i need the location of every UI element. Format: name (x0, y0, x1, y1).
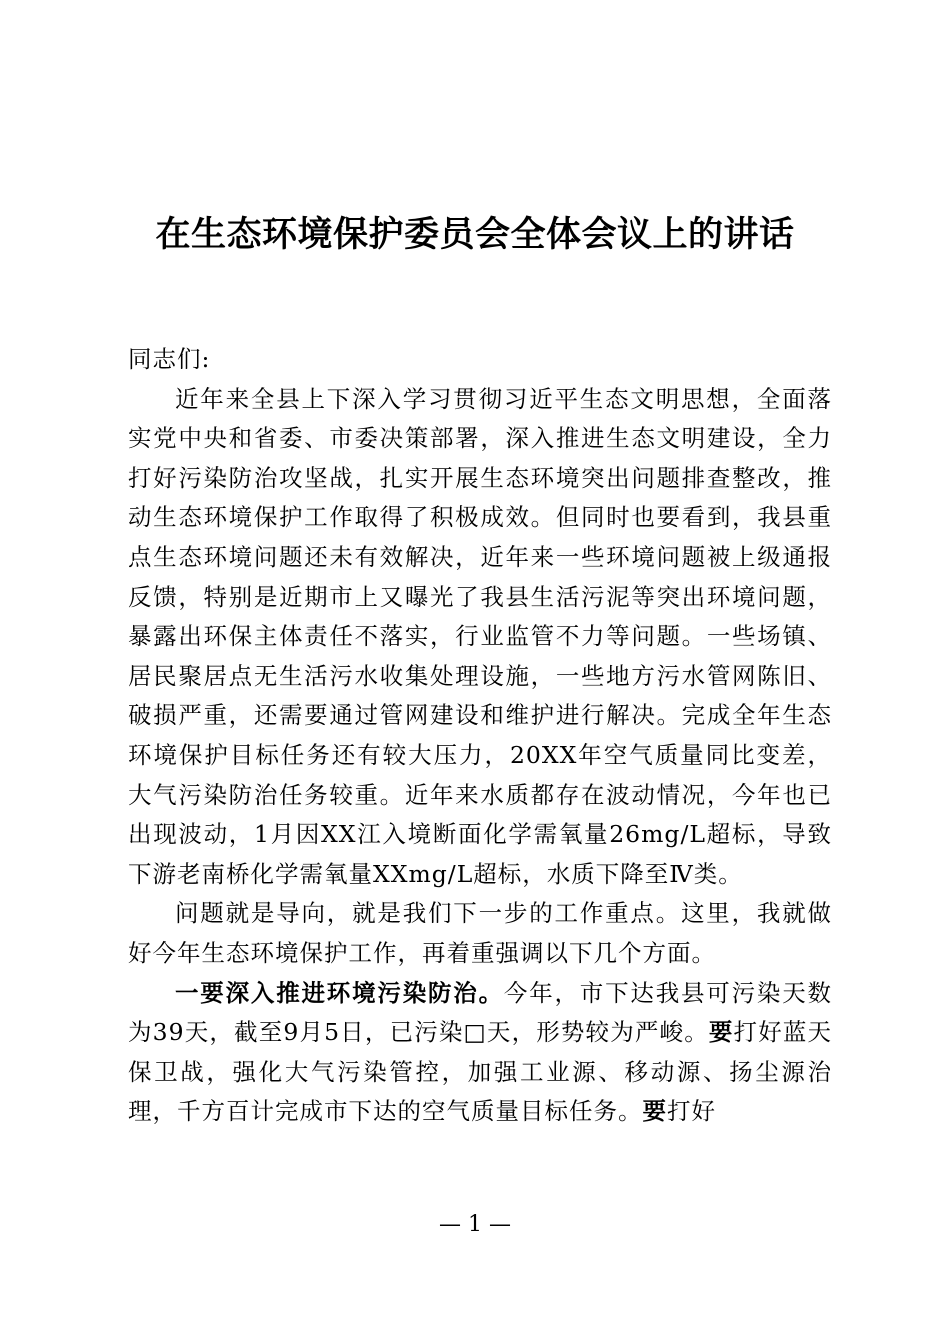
document-body (128, 340, 832, 1132)
paragraph-3-lead: 一要深入推进环境污染防治。 (175, 978, 504, 1007)
paragraph-3-text-3: 打好 (667, 1097, 716, 1126)
paragraph-2: 问题就是导向，就是我们下一步的工作重点。这里，我就做好今年生态环境保护工作，再着重强调以下几个方面。 (128, 899, 832, 967)
paragraph-3 (128, 974, 832, 1132)
paragraph-3-emphasis-2: 要 (642, 1097, 667, 1126)
paragraph-3-text-1: 今年，市下达我县可污染天数为39天，截至9月5日，已污染□天，形势较为严峻。 (128, 978, 833, 1047)
salutation: 同志们: (128, 345, 211, 373)
paragraph-3-emphasis-1: 要 (708, 1018, 734, 1047)
paragraph-1: 近年来全县上下深入学习贯彻习近平生态文明思想，全面落实党中央和省委、市委决策部署，深入推进生态文明建设，全力打好污染防治攻坚战，扎实开展生态环境突出问题排查整改，推动生态环境保护工作取得了积极成效。但同时也要看到，我县重点生态环境问题还未有效解决，近年来一些环境问题被上级通报反馈，特别是近期市上又曝光了我县生活污泥等突出环境问题，暴露出环保主体责任不落实，行业监管不力等问题。一些场镇、居民聚居点无生活污水收集处理设施，一些地方污水管网陈旧、破损严重，还需要通过管网建设和维护进行解决。完成全年生态环境保护目标任务还有较大压力，20XX年空气质量同比变差，大气污染防治任务较重。近年来水质都存在波动情况，今年也已出现波动，1月因XX江入境断面化学需氧量26mg/L超标，导致下游老南桥化学需氧量XXmg/L超标，水质下降至Ⅳ类。 (128, 384, 832, 888)
page-number: — 1 — (439, 1212, 511, 1237)
document-title: 在生态环境保护委员会全体会议上的讲话 (155, 215, 795, 255)
paragraph-3-text-2: 打好蓝天保卫战，强化大气污染管控，加强工业源、移动源、扬尘源治理，千方百计完成市下达的空气质量目标任务。 (128, 1018, 833, 1126)
